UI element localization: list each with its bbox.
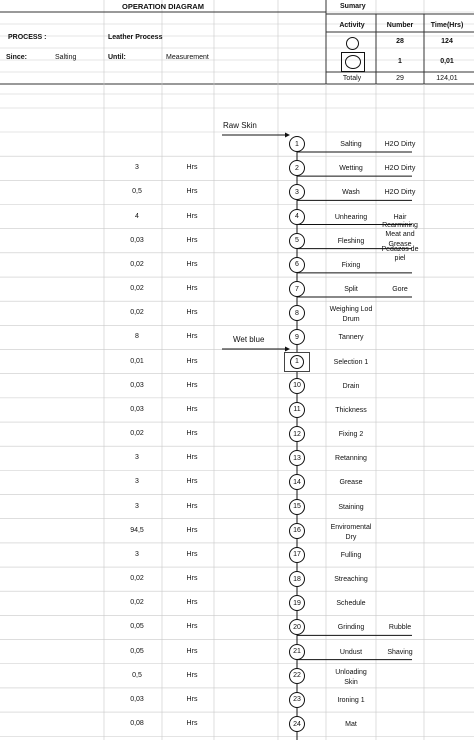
step-number: 10: [293, 382, 301, 390]
step-time: 3: [135, 164, 139, 172]
step-time: 0,03: [130, 381, 144, 389]
input-raw-skin-label: Raw Skin: [223, 121, 257, 130]
summary-title: Sumary: [340, 3, 366, 10]
step-unit: Hrs: [186, 623, 198, 631]
summary-total-time: 124,01: [436, 75, 458, 82]
inspection-symbol-icon: [341, 52, 365, 72]
step-unit: Hrs: [186, 695, 198, 703]
step-number: 21: [293, 648, 301, 656]
step-name: Enviromental Dry: [330, 523, 372, 541]
step-number: 16: [293, 527, 301, 535]
step-number: 5: [295, 237, 299, 245]
step-unit: Hrs: [186, 720, 198, 728]
summary-operation-number: 28: [396, 38, 404, 45]
step-name: Fixing 2: [338, 431, 364, 439]
step-number: 7: [295, 285, 299, 293]
step-number: 1: [290, 355, 304, 369]
step-number: 23: [293, 696, 301, 704]
operation-step-icon: [289, 281, 305, 297]
step-time: 0,05: [130, 623, 144, 631]
step-unit: Hrs: [186, 285, 198, 293]
summary-total-number: 29: [396, 75, 404, 82]
step-time: 94,5: [130, 526, 144, 534]
step-number: 18: [293, 575, 301, 583]
step-unit: Hrs: [186, 309, 198, 317]
operation-step-icon: [289, 547, 305, 563]
step-time: 0,02: [130, 285, 144, 293]
step-number: 20: [293, 623, 301, 631]
step-name: Fleshing: [337, 237, 365, 245]
step-waste: H2O Dirty: [384, 189, 416, 197]
step-number: 24: [293, 720, 301, 728]
step-time: 0,03: [130, 695, 144, 703]
step-time: 0,02: [130, 430, 144, 438]
step-unit: Hrs: [186, 212, 198, 220]
step-name: Split: [344, 286, 358, 294]
step-number: 1: [295, 140, 299, 148]
inspection-symbol-icon: [284, 352, 310, 372]
step-number: 11: [293, 406, 301, 414]
since-value: Salting: [55, 54, 77, 61]
step-unit: Hrs: [186, 381, 198, 389]
step-time: 0,02: [130, 309, 144, 317]
step-unit: Hrs: [186, 333, 198, 341]
raw-skin-arrow-head: [285, 133, 290, 138]
step-unit: Hrs: [186, 454, 198, 462]
step-unit: Hrs: [186, 430, 198, 438]
step-unit: Hrs: [186, 478, 198, 486]
step-name: Grinding: [337, 624, 365, 632]
step-unit: Hrs: [186, 236, 198, 244]
step-waste: Pedazos de piel: [381, 245, 419, 263]
step-name: Unloading Skin: [335, 668, 367, 686]
step-waste: Gore: [392, 286, 408, 294]
step-time: 8: [135, 333, 139, 341]
step-waste: H2O Dirty: [384, 165, 416, 173]
step-unit: Hrs: [186, 599, 198, 607]
step-number: 3: [295, 188, 299, 196]
until-label: Until:: [108, 54, 126, 61]
step-waste: Rubble: [388, 624, 412, 632]
step-number: 2: [295, 164, 299, 172]
step-time: 0,01: [130, 357, 144, 365]
step-name: Selection 1: [333, 358, 369, 366]
summary-total-label: Totaly: [342, 75, 362, 82]
operation-step-icon: [289, 402, 305, 418]
step-waste: Rearmining Meat and Grease: [382, 221, 418, 248]
step-name: Drain: [342, 382, 360, 390]
step-name: Wetting: [339, 165, 363, 173]
step-unit: Hrs: [186, 671, 198, 679]
step-time: 0,03: [130, 236, 144, 244]
step-time: 3: [135, 550, 139, 558]
summary-col-time: Time(Hrs): [430, 22, 464, 29]
summary-inspection-number: 1: [398, 58, 402, 65]
step-time: 0,03: [130, 405, 144, 413]
step-time: 0,08: [130, 720, 144, 728]
step-name: Mat: [345, 721, 357, 729]
operation-step-icon: [289, 378, 305, 394]
summary-operation-time: 124: [441, 38, 453, 45]
until-value: Measurement: [166, 54, 209, 61]
step-unit: Hrs: [186, 188, 198, 196]
step-time: 0,02: [130, 260, 144, 268]
step-time: 0,02: [130, 575, 144, 583]
operation-step-icon: [289, 209, 305, 225]
operation-step-icon: [289, 257, 305, 273]
step-name: Ironing 1: [337, 696, 365, 704]
step-number: 8: [295, 309, 299, 317]
summary-col-activity: Activity: [339, 22, 365, 29]
step-unit: Hrs: [186, 575, 198, 583]
step-name: Streaching: [334, 576, 368, 584]
step-time: 0,5: [132, 671, 142, 679]
step-number: 19: [293, 599, 301, 607]
step-number: 4: [295, 213, 299, 220]
operation-step-icon: [289, 499, 305, 515]
step-name: Weighing Lod Drum: [329, 306, 373, 324]
step-name: Salting: [340, 141, 362, 148]
operation-step-icon: [289, 233, 305, 249]
step-unit: Hrs: [186, 260, 198, 268]
step-time: 0,05: [130, 647, 144, 655]
step-time: 3: [135, 478, 139, 486]
process-value: Leather Process: [108, 34, 163, 41]
step-time: 3: [135, 454, 139, 462]
step-number: 12: [293, 430, 301, 438]
step-number: 9: [295, 333, 299, 341]
operation-step-icon: [289, 571, 305, 587]
step-time: 3: [135, 502, 139, 510]
step-name: Grease: [339, 479, 363, 487]
operation-symbol-icon: [346, 37, 359, 50]
operation-step-icon: [289, 523, 305, 539]
diagram-title: OPERATION DIAGRAM: [122, 2, 204, 11]
operation-step-icon: [289, 668, 305, 684]
operation-step-icon: [289, 716, 305, 732]
step-unit: Hrs: [186, 550, 198, 558]
step-waste: H2O Dirty: [384, 141, 416, 148]
step-number: 15: [293, 503, 301, 511]
step-name: Wash: [342, 189, 360, 197]
step-name: Fulling: [340, 551, 362, 559]
step-name: Undust: [339, 648, 363, 656]
step-number: 13: [293, 454, 301, 462]
step-number: 22: [293, 672, 301, 680]
step-waste: Hair: [393, 213, 407, 221]
step-name: Unhearing: [334, 213, 368, 221]
operation-step-icon: [289, 426, 305, 442]
step-name: Retanning: [335, 455, 367, 463]
input-wet-blue-label: Wet blue: [233, 335, 265, 344]
step-name: Fixing: [341, 261, 361, 269]
step-time: 0,5: [132, 188, 142, 196]
step-name: Staining: [338, 503, 364, 511]
operation-step-icon: [289, 644, 305, 660]
summary-inspection-time: 0,01: [440, 58, 454, 65]
step-unit: Hrs: [186, 405, 198, 413]
step-unit: Hrs: [186, 647, 198, 655]
summary-col-number: Number: [386, 22, 414, 29]
operation-step-icon: [289, 692, 305, 708]
step-time: 0,02: [130, 599, 144, 607]
step-unit: Hrs: [186, 502, 198, 510]
step-time: 4: [135, 212, 139, 220]
step-name: Tannery: [338, 334, 364, 342]
step-name: Thickness: [335, 406, 367, 414]
step-unit: Hrs: [186, 164, 198, 172]
since-label: Since:: [6, 54, 28, 61]
process-label: PROCESS :: [8, 34, 47, 41]
step-number: 6: [295, 261, 299, 269]
step-unit: Hrs: [186, 357, 198, 365]
step-waste: Shaving: [387, 648, 413, 656]
operation-step-icon: [289, 136, 305, 152]
step-name: Schedule: [336, 600, 366, 608]
step-number: 17: [293, 551, 301, 559]
step-unit: Hrs: [186, 526, 198, 534]
step-number: 14: [293, 478, 301, 486]
